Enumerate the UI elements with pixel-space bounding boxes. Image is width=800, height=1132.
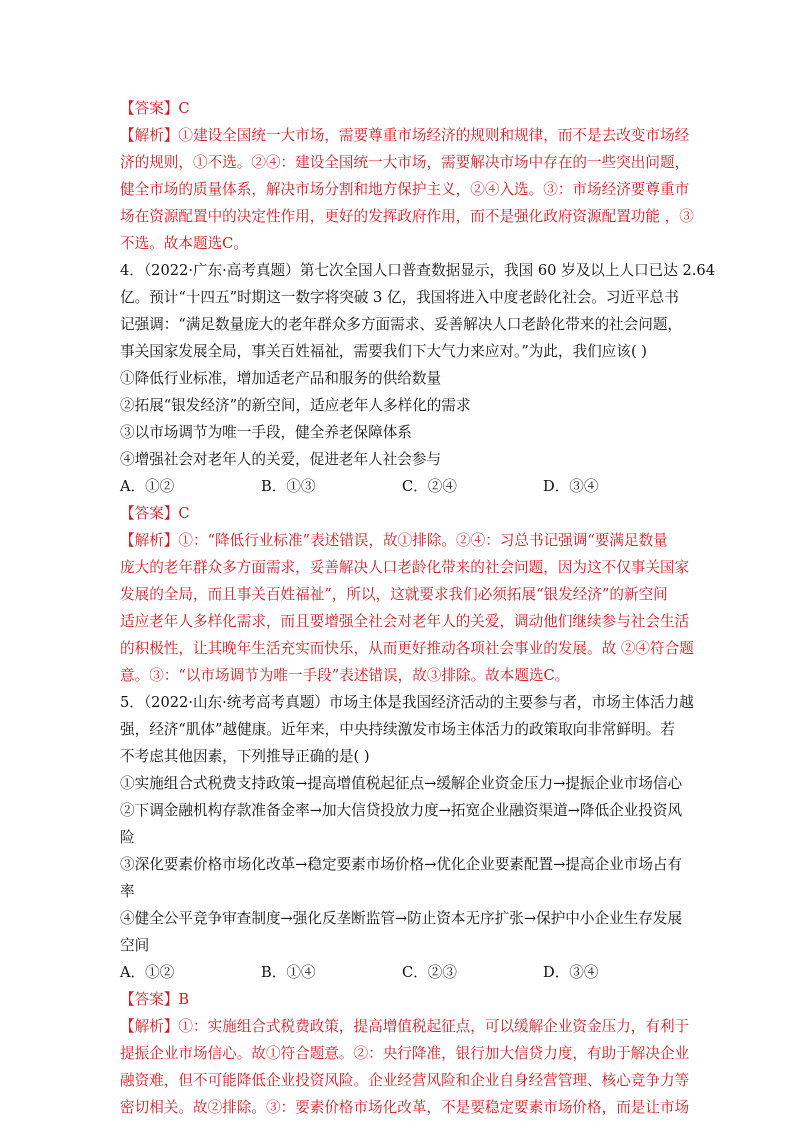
question-option: 率 — [120, 883, 135, 900]
analysis-tag: 【解析】 — [120, 1018, 179, 1035]
question-option: ①实施组合式税费支持政策→提高增值税起征点→缓解企业资金压力→提振企业市场信心 — [120, 775, 683, 792]
analysis-line: 融资难，但不可能降低企业投资风险。企业经营风险和企业自身经营管理、核心竞争力等 — [120, 1072, 690, 1089]
answer-line — [120, 500, 686, 527]
question-option: ②下调金融机构存款准备金率→加大信贷投放力度→拓宽企业融资渠道→降低企业投资风 — [120, 802, 683, 819]
choice-d: D．③④ — [543, 478, 599, 495]
answer-tag: 【答案】 — [120, 505, 179, 522]
question-stem-line: 记强调：“满足数量庞大的老年群众多方面需求、妥善解决人口老龄化带来的社会问题， — [120, 316, 683, 333]
analysis-line: 的积极性，让其晚年生活充实而快乐，从而更好推动各项社会事业的发展。故 ②④符合题 — [120, 640, 694, 657]
answer-line — [120, 95, 686, 122]
question-option: ④增强社会对老年人的关爱，促进老年人社会参与 — [120, 451, 442, 468]
analysis-line: 不选。故本题选C。 — [120, 235, 248, 252]
analysis-line: 【解析】①：实施组合式税费政策，提高增值税起征点，可以缓解企业资金压力，有利于 — [120, 1018, 690, 1035]
answer-tag: 【答案】 — [120, 100, 179, 117]
page-content — [120, 95, 715, 1121]
question-stem-line: 5．（2022·山东·统考高考真题）市场主体是我国经济活动的主要参与者，市场主体活力越 — [120, 694, 694, 711]
analysis-line: 提振企业市场信心。故①符合题意。②：央行降准，银行加大信贷力度，有助于解决企业 — [120, 1045, 690, 1062]
question-stem-line: 亿。预计“十四五”时期这一数字将突破 3 亿，我国将进入中度老龄化社会。习近平总书 — [120, 289, 679, 306]
choice-a: A．①② — [120, 964, 175, 981]
analysis-line: 【解析】①建设全国统一大市场，需要尊重市场经济的规则和规律，而不是去改变市场经 — [120, 127, 690, 144]
question-option: 险 — [120, 829, 135, 846]
question-stem-line: 强，经济“肌体”越健康。近年来，中央持续激发市场主体活力的政策取向非常鲜明。若 — [120, 721, 675, 738]
question-option: 空间 — [120, 937, 150, 954]
choice-a: A．①② — [120, 478, 175, 495]
analysis-line: 庞大的老年群众多方面需求，妥善解决人口老龄化带来的社会问题，因为这不仅事关国家 — [120, 559, 690, 576]
analysis-line: 【解析】①：“降低行业标准”表述错误，故①排除。②④：习总书记强调“要满足数量 — [120, 532, 668, 549]
answer-choices — [120, 473, 686, 500]
question-option: ④健全公平竞争审查制度→强化反垄断监管→防止资本无序扩张→保护中小企业生存发展 — [120, 910, 683, 927]
analysis-tag: 【解析】 — [120, 127, 179, 144]
choice-c: C．②④ — [402, 478, 457, 495]
answer-tag: 【答案】 — [120, 991, 179, 1008]
choice-c: C．②③ — [402, 964, 457, 981]
question-option: ③以市场调节为唯一手段，健全养老保障体系 — [120, 424, 412, 441]
analysis-line: 发展的全局，而且事关百姓福祉”，所以，这就要求我们必须拓展“银发经济”的新空间 — [120, 586, 668, 603]
answer-choices — [120, 959, 686, 986]
choice-b: B．①③ — [261, 478, 316, 495]
question-stem-line: 不考虑其他因素，下列推导正确的是( ) — [120, 748, 370, 765]
question-stem-line: 事关国家发展全局，事关百姓福祉，需要我们下大气力来应对。”为此，我们应该( ) — [120, 343, 647, 360]
answer-value: B — [178, 991, 190, 1008]
answer-value: C — [178, 100, 190, 117]
question-stem-line: 4．（2022·广东·高考真题）第七次全国人口普查数据显示，我国 60 岁及以上人口已达 2.64 — [120, 262, 715, 279]
choice-b: B．①④ — [261, 964, 316, 981]
analysis-line: 密切相关。故②排除。③：要素价格市场化改革，不是要稳定要素市场价格，而是让市场 — [120, 1099, 690, 1116]
analysis-tag: 【解析】 — [120, 532, 179, 549]
analysis-line: 适应老年人多样化需求，而且要增强全社会对老年人的关爱，调动他们继续参与社会生活 — [120, 613, 690, 630]
analysis-line: 健全市场的质量体系，解决市场分割和地方保护主义，②④入选。③：市场经济要尊重市 — [120, 181, 690, 198]
question-option: ①降低行业标准，增加适老产品和服务的供给数量 — [120, 370, 442, 387]
analysis-line: 场在资源配置中的决定性作用，更好的发挥政府作用，而不是强化政府资源配置功能 ，③ — [120, 208, 694, 225]
question-option: ②拓展“银发经济”的新空间，适应老年人多样化的需求 — [120, 397, 471, 414]
answer-line — [120, 986, 686, 1013]
question-option: ③深化要素价格市场化改革→稳定要素市场价格→优化企业要素配置→提高企业市场占有 — [120, 856, 683, 873]
answer-value: C — [178, 505, 190, 522]
analysis-line: 意。③：“以市场调节为唯一手段”表述错误，故③排除。故本题选C。 — [120, 667, 570, 684]
choice-d: D．③④ — [543, 964, 599, 981]
analysis-line: 济的规则，①不选。②④：建设全国统一大市场，需要解决市场中存在的一些突出问题， — [120, 154, 690, 171]
